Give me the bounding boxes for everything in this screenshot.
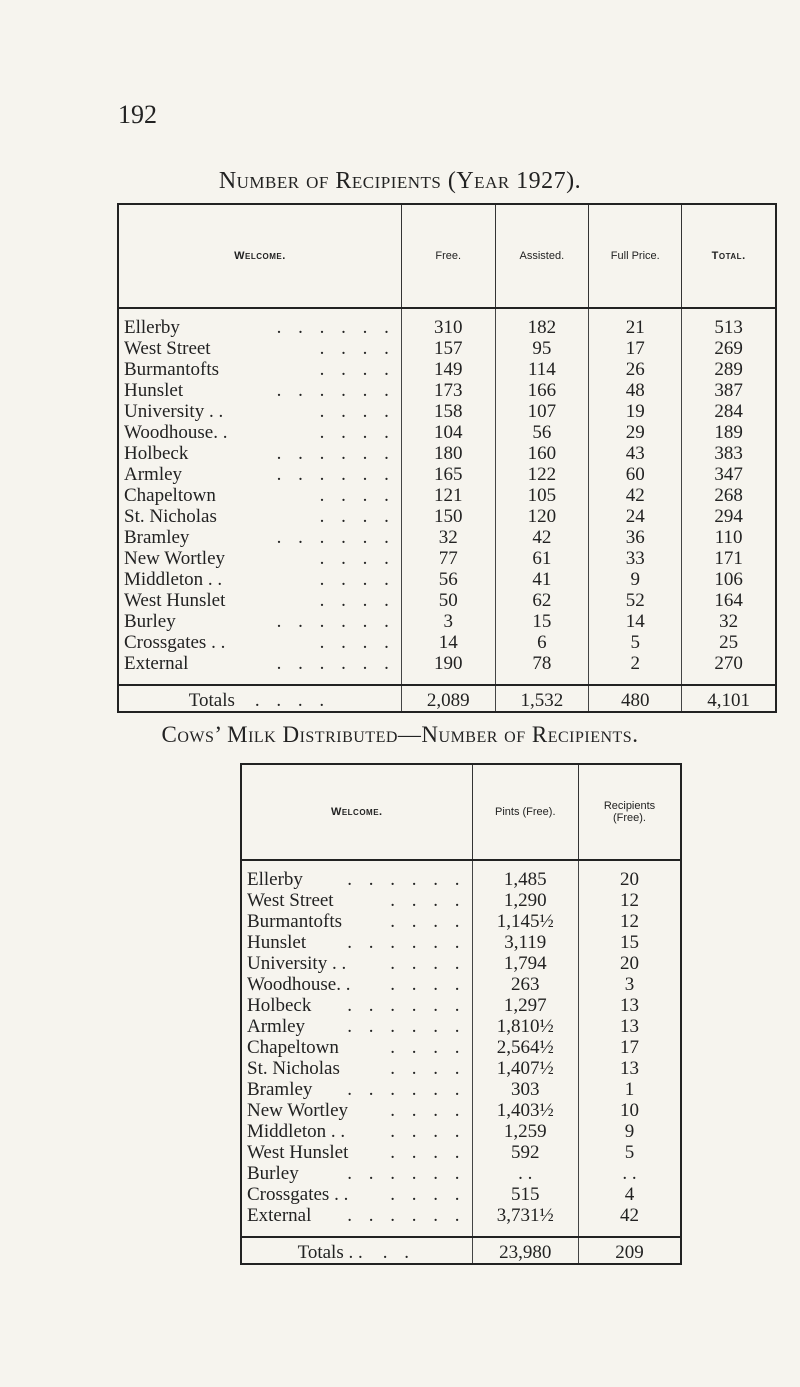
assisted-cell: 95	[495, 338, 589, 359]
leader-dots: . . . .	[390, 1100, 466, 1121]
table-row	[241, 1037, 681, 1058]
row-label: Holbeck	[124, 443, 189, 464]
row-name-cell	[241, 1058, 472, 1079]
table-row	[118, 464, 776, 485]
assisted-cell: 56	[495, 422, 589, 443]
free-cell: 3	[401, 611, 495, 632]
full-price-cell: 43	[589, 443, 682, 464]
leader-dots: . . . .	[390, 953, 466, 974]
row-name-cell	[241, 1016, 472, 1037]
leader-dots: . . . . . .	[276, 611, 395, 632]
col-header-pints: Pints (Free).	[472, 764, 578, 860]
free-cell: 165	[401, 464, 495, 485]
table-row	[118, 569, 776, 590]
leader-dots: . . . . . .	[347, 932, 466, 953]
recipients-cell: 42	[578, 1205, 681, 1226]
total-cell: 294	[682, 506, 776, 527]
total-cell: 110	[682, 527, 776, 548]
milk-table	[240, 763, 682, 1265]
leader-dots: . . . . . .	[347, 1016, 466, 1037]
row-label: West Street	[124, 338, 211, 359]
pints-cell: 3,119	[472, 932, 578, 953]
table-row	[241, 890, 681, 911]
row-label: Hunslet	[124, 380, 184, 401]
row-name-cell	[241, 1121, 472, 1142]
row-name-cell	[241, 1163, 472, 1184]
full-price-cell: 5	[589, 632, 682, 653]
table2-title: Cows’ Milk Distributed—Number of Recipients.	[161, 722, 639, 747]
assisted-cell: 105	[495, 485, 589, 506]
leader-dots: . . . .	[390, 1121, 466, 1142]
row-name-cell	[118, 569, 401, 590]
leader-dots: . . . .	[319, 422, 395, 443]
row-name-cell	[241, 953, 472, 974]
recipients-table	[117, 203, 777, 713]
table-row	[241, 869, 681, 890]
table-row	[241, 1121, 681, 1142]
total-cell: 171	[682, 548, 776, 569]
recipients-cell: 1	[578, 1079, 681, 1100]
milk-table-body	[241, 860, 681, 1264]
pints-cell: 1,145½	[472, 911, 578, 932]
free-cell: 56	[401, 569, 495, 590]
table-row	[118, 590, 776, 611]
recipients-cell: 9	[578, 1121, 681, 1142]
recipients-cell: 13	[578, 995, 681, 1016]
pints-cell: 3,731½	[472, 1205, 578, 1226]
row-name-cell	[118, 527, 401, 548]
table-row	[241, 1100, 681, 1121]
free-cell: 77	[401, 548, 495, 569]
row-label: University . .	[247, 953, 347, 974]
pints-cell: 303	[472, 1079, 578, 1100]
full-price-cell: 14	[589, 611, 682, 632]
free-cell: 150	[401, 506, 495, 527]
assisted-cell: 62	[495, 590, 589, 611]
table-row	[118, 653, 776, 674]
total-assisted-cell: 1,532	[495, 685, 589, 712]
full-price-cell: 2	[589, 653, 682, 674]
assisted-cell: 107	[495, 401, 589, 422]
assisted-cell: 122	[495, 464, 589, 485]
leader-dots: . .	[382, 1242, 415, 1263]
leader-dots: . . . . . .	[276, 653, 395, 674]
row-label: West Hunslet	[124, 590, 226, 611]
full-price-cell: 29	[589, 422, 682, 443]
recipients-cell: 4	[578, 1184, 681, 1205]
table-row	[118, 317, 776, 338]
free-cell: 173	[401, 380, 495, 401]
leader-dots: . . . .	[390, 974, 466, 995]
row-label: Burmantofts	[247, 911, 342, 932]
leader-dots: . . . .	[319, 569, 395, 590]
total-cell: 284	[682, 401, 776, 422]
table-row	[118, 527, 776, 548]
row-label: University . .	[124, 401, 224, 422]
free-cell: 180	[401, 443, 495, 464]
row-label: Middleton . .	[247, 1121, 346, 1142]
assisted-cell: 166	[495, 380, 589, 401]
leader-dots: . . . .	[319, 590, 395, 611]
row-label: Crossgates . .	[247, 1184, 349, 1205]
leader-dots: . . . .	[390, 1058, 466, 1079]
pints-cell: 592	[472, 1142, 578, 1163]
recipients-cell: 20	[578, 953, 681, 974]
pints-cell: 1,403½	[472, 1100, 578, 1121]
table-row	[118, 632, 776, 653]
total-cell: 289	[682, 359, 776, 380]
assisted-cell: 114	[495, 359, 589, 380]
leader-dots: . . . .	[319, 632, 395, 653]
row-name-cell	[118, 422, 401, 443]
recipients-cell: . .	[578, 1163, 681, 1184]
row-label: Woodhouse. .	[247, 974, 351, 995]
row-label: Bramley	[124, 527, 190, 548]
full-price-cell: 52	[589, 590, 682, 611]
total-cell: 106	[682, 569, 776, 590]
total-cell: 268	[682, 485, 776, 506]
total-cell: 164	[682, 590, 776, 611]
table-row	[118, 380, 776, 401]
table-row	[241, 1205, 681, 1226]
table-row	[118, 443, 776, 464]
table-row	[241, 995, 681, 1016]
recipients-cell: 20	[578, 869, 681, 890]
leader-dots: . . . . . .	[347, 1079, 466, 1100]
row-label: New Wortley	[247, 1100, 349, 1121]
table-row	[118, 359, 776, 380]
total-free-cell: 2,089	[401, 685, 495, 712]
leader-dots: . . . .	[390, 1184, 466, 1205]
row-name-cell	[241, 995, 472, 1016]
row-name-cell	[118, 359, 401, 380]
pints-cell: 1,259	[472, 1121, 578, 1142]
leader-dots: . . . . . .	[276, 443, 395, 464]
recipients-cell: 3	[578, 974, 681, 995]
row-name-cell	[241, 911, 472, 932]
leader-dots: . . . .	[319, 359, 395, 380]
row-label: Chapeltown	[247, 1037, 339, 1058]
full-price-cell: 26	[589, 359, 682, 380]
table-row	[118, 401, 776, 422]
row-label: Ellerby	[124, 317, 180, 338]
leader-dots: . . . .	[390, 890, 466, 911]
total-cell: 383	[682, 443, 776, 464]
row-label: Burmantofts	[124, 359, 219, 380]
free-cell: 121	[401, 485, 495, 506]
total-recipients-cell: 209	[578, 1237, 681, 1264]
full-price-cell: 19	[589, 401, 682, 422]
free-cell: 190	[401, 653, 495, 674]
free-cell: 32	[401, 527, 495, 548]
full-price-cell: 36	[589, 527, 682, 548]
leader-dots: . . . . . .	[276, 380, 395, 401]
assisted-cell: 61	[495, 548, 589, 569]
leader-dots: . . . . . .	[347, 1163, 466, 1184]
pints-cell: 515	[472, 1184, 578, 1205]
row-name-cell	[118, 611, 401, 632]
row-label: Holbeck	[247, 995, 312, 1016]
recipients-table-body	[118, 308, 776, 712]
row-label: Hunslet	[247, 932, 307, 953]
free-cell: 158	[401, 401, 495, 422]
row-name-cell	[241, 869, 472, 890]
row-name-cell	[241, 1079, 472, 1100]
leader-dots: . . . .	[319, 338, 395, 359]
col-header-welcome: Welcome.	[241, 764, 472, 860]
pints-cell: 263	[472, 974, 578, 995]
recipients-cell: 10	[578, 1100, 681, 1121]
table-row	[118, 611, 776, 632]
col-header-total: Total.	[682, 204, 776, 308]
free-cell: 104	[401, 422, 495, 443]
row-name-cell	[118, 338, 401, 359]
row-label: West Street	[247, 890, 334, 911]
row-name-cell	[118, 653, 401, 674]
table-row	[241, 1079, 681, 1100]
row-name-cell	[241, 974, 472, 995]
free-cell: 50	[401, 590, 495, 611]
full-price-cell: 60	[589, 464, 682, 485]
leader-dots: . . . .	[319, 548, 395, 569]
pints-cell: 1,810½	[472, 1016, 578, 1037]
recipients-cell: 17	[578, 1037, 681, 1058]
col-header-welcome: Welcome.	[118, 204, 401, 308]
table-row	[241, 1163, 681, 1184]
leader-dots: . . . .	[319, 506, 395, 527]
table-row	[241, 1058, 681, 1079]
leader-dots: . . . .	[319, 485, 395, 506]
table-row	[241, 911, 681, 932]
col-header-assisted: Assisted.	[495, 204, 589, 308]
table-row	[241, 953, 681, 974]
row-label: External	[124, 653, 189, 674]
pints-cell: 1,794	[472, 953, 578, 974]
free-cell: 14	[401, 632, 495, 653]
row-label: Totals . .	[297, 1242, 363, 1263]
total-cell: 347	[682, 464, 776, 485]
table-row	[118, 506, 776, 527]
recipients-cell: 12	[578, 890, 681, 911]
total-cell: 513	[682, 317, 776, 338]
col-header-full-price: Full Price.	[589, 204, 682, 308]
total-pints-cell: 23,980	[472, 1237, 578, 1264]
row-name-cell	[118, 380, 401, 401]
table-row	[241, 974, 681, 995]
row-label: Crossgates . .	[124, 632, 226, 653]
row-name-cell	[241, 1205, 472, 1226]
row-label: External	[247, 1205, 312, 1226]
row-label: Chapeltown	[124, 485, 216, 506]
full-price-cell: 24	[589, 506, 682, 527]
leader-dots: . . . . . .	[276, 527, 395, 548]
total-cell: 387	[682, 380, 776, 401]
row-name-cell	[241, 1037, 472, 1058]
row-name-cell	[118, 632, 401, 653]
row-name-cell	[241, 1142, 472, 1163]
assisted-cell: 41	[495, 569, 589, 590]
full-price-cell: 42	[589, 485, 682, 506]
leader-dots: . . . . . .	[347, 995, 466, 1016]
recipients-cell: 13	[578, 1058, 681, 1079]
table-row	[118, 485, 776, 506]
free-cell: 157	[401, 338, 495, 359]
row-label: Middleton . .	[124, 569, 223, 590]
table-row	[241, 1184, 681, 1205]
row-name-cell	[118, 401, 401, 422]
leader-dots: . . . . . .	[347, 869, 466, 890]
row-name-cell	[118, 685, 401, 712]
table-row	[118, 338, 776, 359]
row-name-cell	[118, 506, 401, 527]
leader-dots: . . . . . .	[347, 1205, 466, 1226]
row-label: Burley	[124, 611, 176, 632]
assisted-cell: 6	[495, 632, 589, 653]
totals-row	[118, 685, 776, 712]
full-price-cell: 33	[589, 548, 682, 569]
total-cell: 189	[682, 422, 776, 443]
full-price-cell: 9	[589, 569, 682, 590]
col-header-recipients: Recipients (Free).	[578, 764, 681, 860]
row-label: Woodhouse. .	[124, 422, 228, 443]
total-cell: 25	[682, 632, 776, 653]
total-cell: 269	[682, 338, 776, 359]
row-label: Totals	[188, 690, 235, 711]
leader-dots: . . . .	[319, 401, 395, 422]
row-label: Burley	[247, 1163, 299, 1184]
col-header-free: Free.	[401, 204, 495, 308]
row-name-cell	[118, 485, 401, 506]
pints-cell: 1,485	[472, 869, 578, 890]
leader-dots: . . . .	[390, 1142, 466, 1163]
row-label: Bramley	[247, 1079, 313, 1100]
row-label: New Wortley	[124, 548, 226, 569]
assisted-cell: 160	[495, 443, 589, 464]
pints-cell: 1,290	[472, 890, 578, 911]
assisted-cell: 15	[495, 611, 589, 632]
pints-cell: 2,564½	[472, 1037, 578, 1058]
pints-cell: 1,297	[472, 995, 578, 1016]
total-full-price-cell: 480	[589, 685, 682, 712]
row-name-cell	[241, 890, 472, 911]
table-row	[241, 1142, 681, 1163]
table-row	[241, 1016, 681, 1037]
pints-cell: . .	[472, 1163, 578, 1184]
grand-total-cell: 4,101	[682, 685, 776, 712]
table-row	[118, 548, 776, 569]
leader-dots: . . . .	[390, 1037, 466, 1058]
full-price-cell: 21	[589, 317, 682, 338]
recipients-cell: 12	[578, 911, 681, 932]
row-name-cell	[241, 1184, 472, 1205]
row-name-cell	[118, 548, 401, 569]
assisted-cell: 182	[495, 317, 589, 338]
free-cell: 310	[401, 317, 495, 338]
row-name-cell	[118, 464, 401, 485]
total-cell: 270	[682, 653, 776, 674]
row-name-cell	[241, 1100, 472, 1121]
table-row	[118, 422, 776, 443]
free-cell: 149	[401, 359, 495, 380]
totals-row	[241, 1237, 681, 1264]
assisted-cell: 42	[495, 527, 589, 548]
full-price-cell: 17	[589, 338, 682, 359]
leader-dots: . . . . . .	[276, 317, 395, 338]
table-row	[241, 932, 681, 953]
row-name-cell	[118, 317, 401, 338]
full-price-cell: 48	[589, 380, 682, 401]
assisted-cell: 120	[495, 506, 589, 527]
row-name-cell	[241, 932, 472, 953]
recipients-cell: 13	[578, 1016, 681, 1037]
row-label: Armley	[124, 464, 183, 485]
row-name-cell	[241, 1237, 472, 1264]
leader-dots: . . . .	[390, 911, 466, 932]
assisted-cell: 78	[495, 653, 589, 674]
recipients-cell: 5	[578, 1142, 681, 1163]
total-cell: 32	[682, 611, 776, 632]
row-label: West Hunslet	[247, 1142, 349, 1163]
row-label: Armley	[247, 1016, 306, 1037]
row-name-cell	[118, 590, 401, 611]
row-label: St. Nicholas	[124, 506, 217, 527]
recipients-cell: 15	[578, 932, 681, 953]
row-name-cell	[118, 443, 401, 464]
row-label: St. Nicholas	[247, 1058, 340, 1079]
table1-title: Number of Recipients (Year 1927).	[218, 168, 582, 194]
leader-dots: . . . . . .	[276, 464, 395, 485]
leader-dots: . . . .	[254, 690, 331, 711]
page-number: 192	[118, 100, 157, 129]
pints-cell: 1,407½	[472, 1058, 578, 1079]
row-label: Ellerby	[247, 869, 303, 890]
